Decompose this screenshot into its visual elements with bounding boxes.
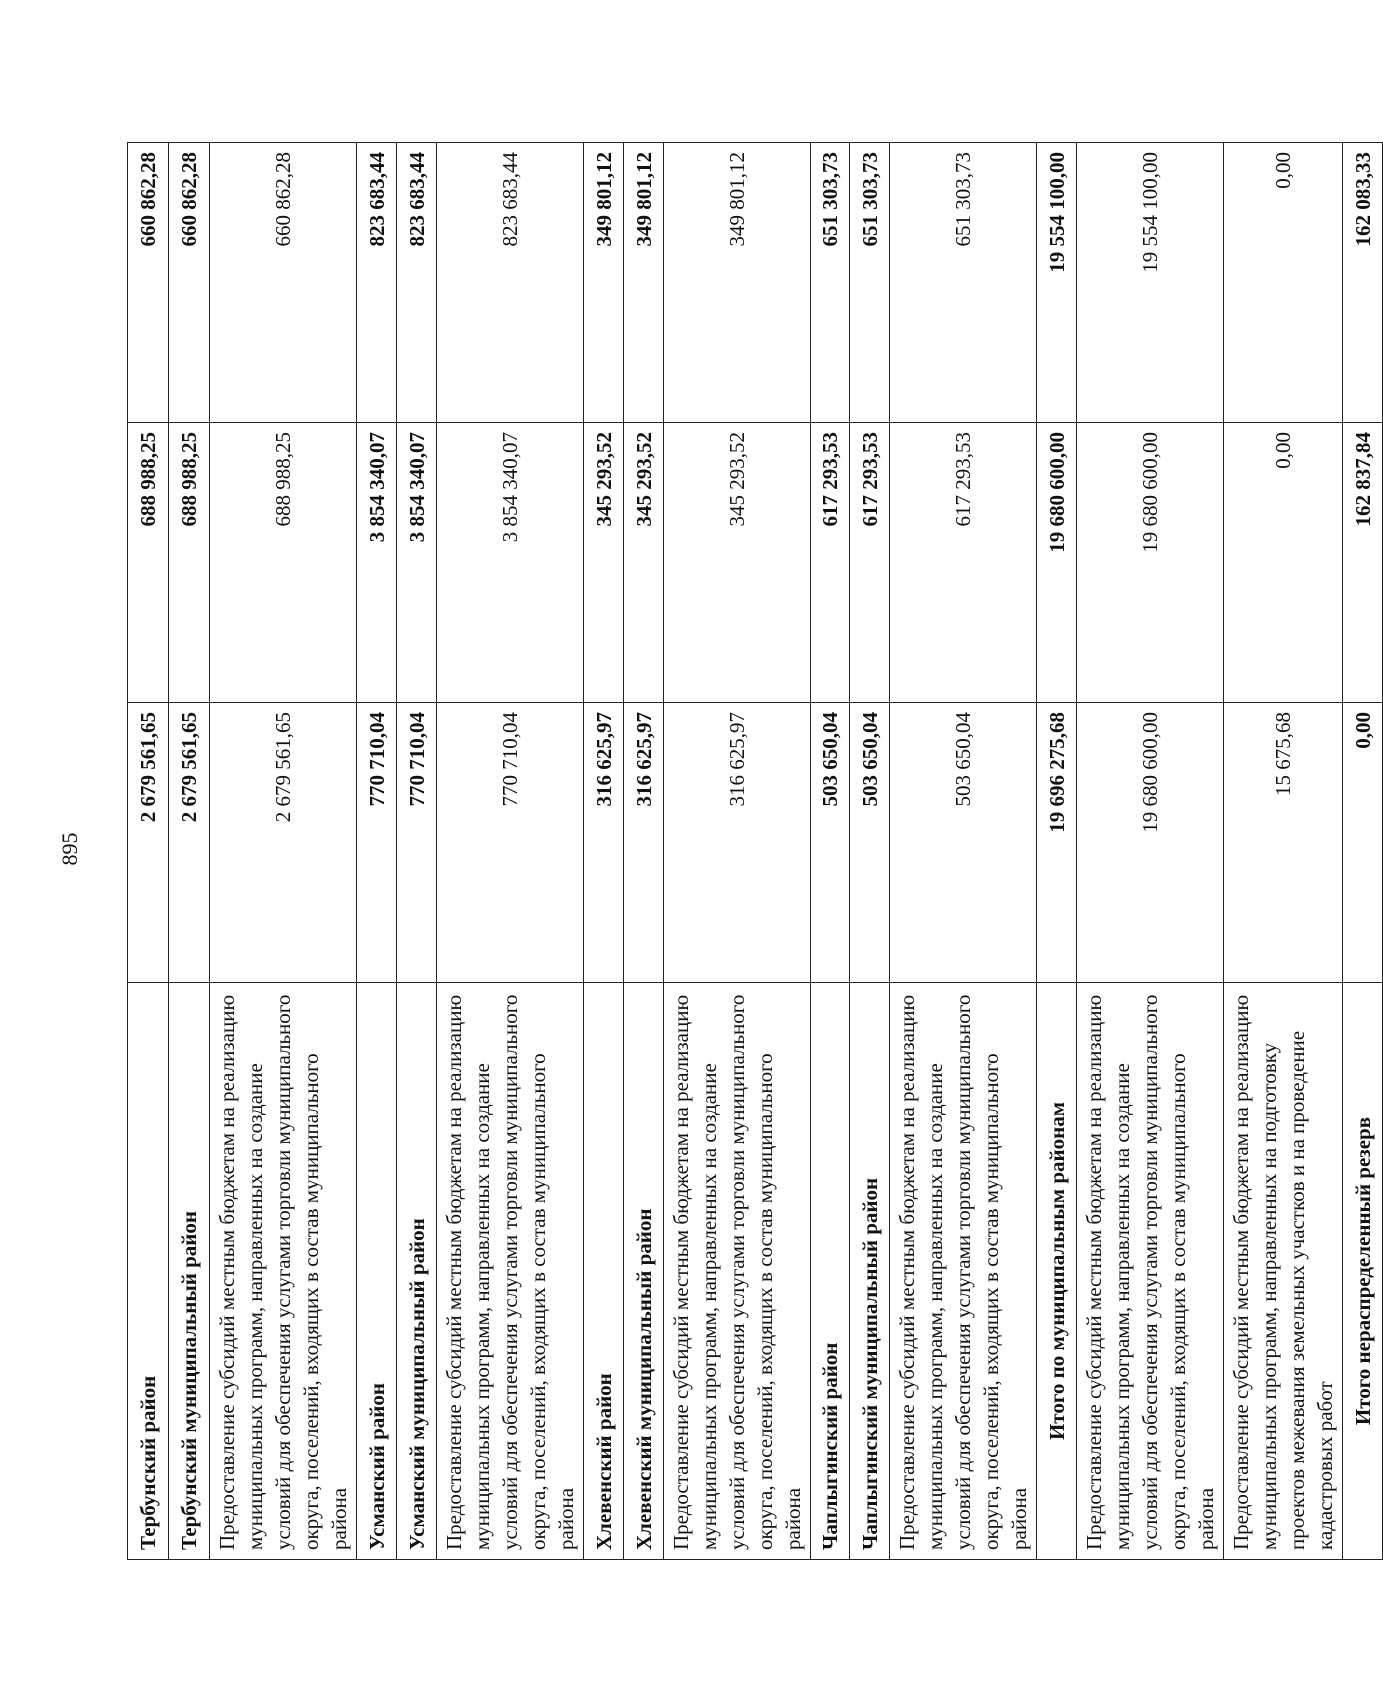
value-year-2: 617 293,53 — [811, 423, 850, 703]
value-year-1: 770 710,04 — [397, 703, 437, 983]
row-name: Чаплыгинский муниципальный район — [850, 983, 890, 1560]
table-row — [584, 143, 624, 1560]
row-name: Чаплыгинский район — [811, 983, 850, 1560]
value-year-3: 823 683,44 — [437, 143, 584, 423]
value-year-2: 617 293,53 — [850, 423, 890, 703]
value-year-2: 688 988,25 — [169, 423, 210, 703]
rotated-table-wrapper — [127, 142, 1375, 1560]
value-year-3: 823 683,44 — [357, 143, 397, 423]
table-row — [397, 143, 437, 1560]
value-year-2: 3 854 340,07 — [437, 423, 584, 703]
value-year-2: 19 680 600,00 — [1077, 423, 1224, 703]
value-year-1: 316 625,97 — [664, 703, 811, 983]
row-name: Предоставление субсидий местным бюджетам на реализацию муниципальных программ, направленных на подготовку проектов межевания земельных участков и на проведение кадастровых работ — [1224, 983, 1343, 1560]
value-year-1: 770 710,04 — [357, 703, 397, 983]
subsidy-table — [127, 142, 1383, 1560]
table-row — [850, 143, 890, 1560]
value-year-2: 0,00 — [1224, 423, 1343, 703]
table-row — [437, 143, 584, 1560]
row-name: Хлевенский муниципальный район — [624, 983, 664, 1560]
value-year-3: 162 083,33 — [1343, 143, 1383, 423]
value-year-3: 660 862,28 — [128, 143, 169, 423]
value-year-2: 617 293,53 — [890, 423, 1037, 703]
value-year-1: 19 696 275,68 — [1037, 703, 1077, 983]
value-year-3: 349 801,12 — [584, 143, 624, 423]
value-year-2: 345 293,52 — [664, 423, 811, 703]
table-row — [169, 143, 210, 1560]
value-year-1: 19 680 600,00 — [1077, 703, 1224, 983]
value-year-3: 823 683,44 — [397, 143, 437, 423]
row-name: Предоставление субсидий местным бюджетам на реализацию муниципальных программ, направленных на создание условий для обеспечения услугами торговли муниципального округа, поселений, входящих в состав муниципального района — [210, 983, 357, 1560]
page-number: 895 — [57, 832, 82, 866]
value-year-3: 651 303,73 — [890, 143, 1037, 423]
value-year-1: 2 679 561,65 — [210, 703, 357, 983]
value-year-3: 660 862,28 — [169, 143, 210, 423]
row-name: Усманский район — [357, 983, 397, 1560]
value-year-1: 15 675,68 — [1224, 703, 1343, 983]
value-year-3: 0,00 — [1224, 143, 1343, 423]
table-row — [210, 143, 357, 1560]
value-year-1: 316 625,97 — [624, 703, 664, 983]
row-name: Итого по муниципальным районам — [1037, 983, 1077, 1560]
value-year-3: 19 554 100,00 — [1037, 143, 1077, 423]
row-name: Тербунский район — [128, 983, 169, 1560]
value-year-1: 503 650,04 — [890, 703, 1037, 983]
table-row — [357, 143, 397, 1560]
value-year-2: 345 293,52 — [624, 423, 664, 703]
row-name: Итого нераспределенный резерв — [1343, 983, 1383, 1560]
value-year-1: 0,00 — [1343, 703, 1383, 983]
value-year-1: 2 679 561,65 — [128, 703, 169, 983]
value-year-2: 688 988,25 — [128, 423, 169, 703]
row-name: Предоставление субсидий местным бюджетам на реализацию муниципальных программ, направленных на создание условий для обеспечения услугами торговли муниципального округа, поселений, входящих в состав муниципального района — [437, 983, 584, 1560]
table-row — [811, 143, 850, 1560]
value-year-3: 19 554 100,00 — [1077, 143, 1224, 423]
table-row — [624, 143, 664, 1560]
table-row — [1077, 143, 1224, 1560]
value-year-2: 19 680 600,00 — [1037, 423, 1077, 703]
value-year-3: 651 303,73 — [850, 143, 890, 423]
row-name: Предоставление субсидий местным бюджетам на реализацию муниципальных программ, направленных на создание условий для обеспечения услугами торговли муниципального округа, поселений, входящих в состав муниципального района — [1077, 983, 1224, 1560]
table-row — [128, 143, 169, 1560]
row-name: Тербунский муниципальный район — [169, 983, 210, 1560]
value-year-1: 770 710,04 — [437, 703, 584, 983]
value-year-2: 3 854 340,07 — [397, 423, 437, 703]
value-year-3: 349 801,12 — [624, 143, 664, 423]
table-row — [664, 143, 811, 1560]
table-row — [1037, 143, 1077, 1560]
value-year-1: 2 679 561,65 — [169, 703, 210, 983]
value-year-1: 503 650,04 — [811, 703, 850, 983]
table-row — [1224, 143, 1343, 1560]
value-year-2: 688 988,25 — [210, 423, 357, 703]
value-year-2: 345 293,52 — [584, 423, 624, 703]
value-year-3: 349 801,12 — [664, 143, 811, 423]
table-row — [890, 143, 1037, 1560]
row-name: Хлевенский район — [584, 983, 624, 1560]
row-name: Предоставление субсидий местным бюджетам на реализацию муниципальных программ, направленных на создание условий для обеспечения услугами торговли муниципального округа, поселений, входящих в состав муниципального района — [664, 983, 811, 1560]
row-name: Усманский муниципальный район — [397, 983, 437, 1560]
value-year-1: 503 650,04 — [850, 703, 890, 983]
value-year-2: 3 854 340,07 — [357, 423, 397, 703]
table-row — [1343, 143, 1383, 1560]
row-name: Предоставление субсидий местным бюджетам на реализацию муниципальных программ, направленных на создание условий для обеспечения услугами торговли муниципального округа, поселений, входящих в состав муниципального района — [890, 983, 1037, 1560]
value-year-1: 316 625,97 — [584, 703, 624, 983]
value-year-2: 162 837,84 — [1343, 423, 1383, 703]
value-year-3: 651 303,73 — [811, 143, 850, 423]
value-year-3: 660 862,28 — [210, 143, 357, 423]
